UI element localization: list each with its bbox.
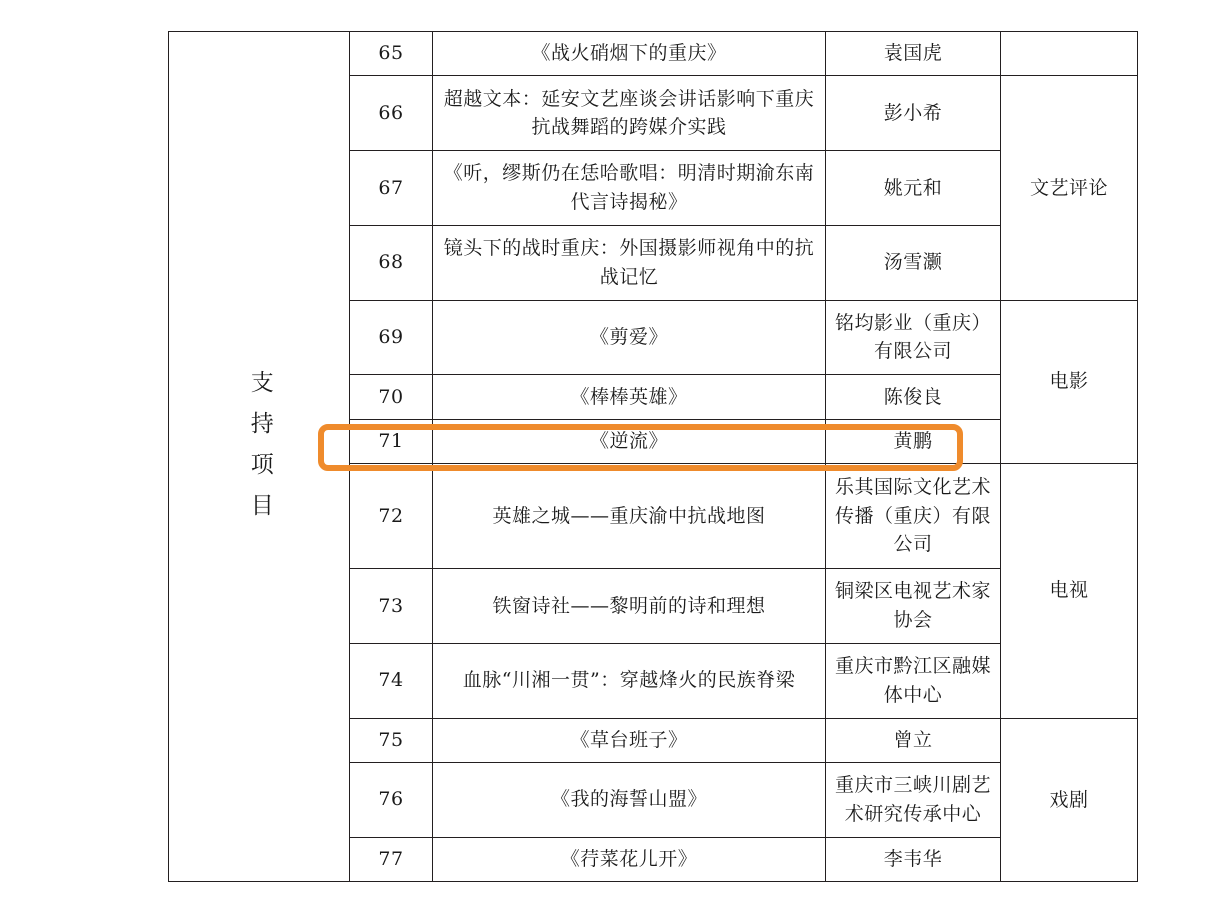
table-container — [168, 31, 1108, 882]
row-title: 《草台班子》 — [433, 718, 826, 762]
row-person: 陈俊良 — [826, 375, 1001, 419]
row-person: 汤雪灏 — [826, 225, 1001, 300]
row-type: 电视 — [1001, 463, 1138, 718]
row-person: 铭均影业（重庆）有限公司 — [826, 300, 1001, 375]
row-person: 曾立 — [826, 718, 1001, 762]
row-title: 《战火硝烟下的重庆》 — [433, 32, 826, 76]
row-number: 68 — [350, 225, 433, 300]
row-number: 67 — [350, 151, 433, 226]
row-person: 姚元和 — [826, 151, 1001, 226]
row-person: 黄鹏 — [826, 419, 1001, 463]
row-number: 70 — [350, 375, 433, 419]
row-person: 袁国虎 — [826, 32, 1001, 76]
row-title: 英雄之城——重庆渝中抗战地图 — [433, 463, 826, 568]
row-number: 65 — [350, 32, 433, 76]
row-number: 71 — [350, 419, 433, 463]
row-number: 72 — [350, 463, 433, 568]
row-type: 电影 — [1001, 300, 1138, 463]
row-person: 铜梁区电视艺术家协会 — [826, 569, 1001, 644]
row-number: 74 — [350, 643, 433, 718]
row-number: 76 — [350, 762, 433, 837]
row-title: 《逆流》 — [433, 419, 826, 463]
row-title: 超越文本：延安文艺座谈会讲话影响下重庆抗战舞蹈的跨媒介实践 — [433, 76, 826, 151]
row-person: 李韦华 — [826, 837, 1001, 881]
category-cell — [169, 32, 350, 882]
row-type: 戏剧 — [1001, 718, 1138, 881]
row-number: 75 — [350, 718, 433, 762]
row-person: 重庆市三峡川剧艺术研究传承中心 — [826, 762, 1001, 837]
row-number: 73 — [350, 569, 433, 644]
row-type: 文艺评论 — [1001, 76, 1138, 300]
row-title: 《棒棒英雄》 — [433, 375, 826, 419]
row-title: 《荇菜花儿开》 — [433, 837, 826, 881]
table-row — [169, 32, 1138, 76]
project-list-table — [168, 31, 1138, 882]
row-title: 血脉“川湘一贯”：穿越烽火的民族脊梁 — [433, 643, 826, 718]
row-title: 铁窗诗社——黎明前的诗和理想 — [433, 569, 826, 644]
row-person: 彭小希 — [826, 76, 1001, 151]
row-title: 镜头下的战时重庆：外国摄影师视角中的抗战记忆 — [433, 225, 826, 300]
row-person: 重庆市黔江区融媒体中心 — [826, 643, 1001, 718]
row-title: 《我的海誓山盟》 — [433, 762, 826, 837]
row-number: 69 — [350, 300, 433, 375]
row-title: 《剪爱》 — [433, 300, 826, 375]
category-label: 支持项目 — [246, 370, 273, 535]
row-number: 77 — [350, 837, 433, 881]
row-type — [1001, 32, 1138, 76]
row-number: 66 — [350, 76, 433, 151]
row-title: 《听，缪斯仍在恁哈歌唱：明清时期渝东南代言诗揭秘》 — [433, 151, 826, 226]
row-person: 乐其国际文化艺术传播（重庆）有限公司 — [826, 463, 1001, 568]
